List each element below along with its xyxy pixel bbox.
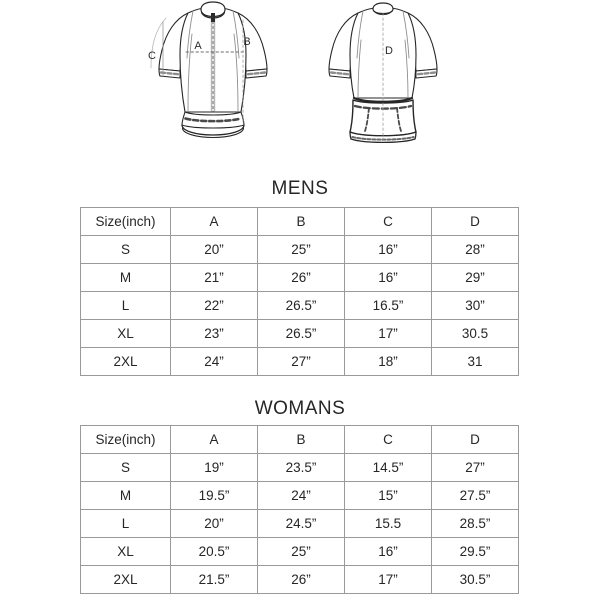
table-row: [81, 510, 519, 538]
cell-b: 26.5”: [258, 320, 345, 348]
table-row: [81, 566, 519, 594]
label-d-back: D: [385, 45, 393, 57]
cell-b: 27”: [258, 348, 345, 376]
cell-size: L: [81, 292, 171, 320]
cell-size: S: [81, 236, 171, 264]
cell-a: 20”: [171, 510, 258, 538]
cell-a: 19”: [171, 454, 258, 482]
cell-b: 26”: [258, 264, 345, 292]
label-b-front: B: [243, 36, 251, 48]
cell-d: 30”: [432, 292, 519, 320]
table-row: [81, 292, 519, 320]
cell-size: XL: [81, 320, 171, 348]
cell-c: 18”: [345, 348, 432, 376]
table-row: [81, 538, 519, 566]
cell-size: L: [81, 510, 171, 538]
table-row: [81, 482, 519, 510]
column-header-d: D: [432, 426, 519, 454]
womans-size-table: [80, 425, 519, 594]
cell-b: 26.5”: [258, 292, 345, 320]
cell-a: 24”: [171, 348, 258, 376]
cell-c: 14.5”: [345, 454, 432, 482]
cell-b: 24.5”: [258, 510, 345, 538]
column-header-d: D: [432, 208, 519, 236]
cell-b: 25”: [258, 236, 345, 264]
cell-d: 31: [432, 348, 519, 376]
cell-a: 21.5”: [171, 566, 258, 594]
cell-b: 25”: [258, 538, 345, 566]
cell-d: 29.5”: [432, 538, 519, 566]
column-header-c: C: [345, 426, 432, 454]
column-header-c: C: [345, 208, 432, 236]
cell-b: 24”: [258, 482, 345, 510]
table-row: [81, 236, 519, 264]
cell-d: 28.5”: [432, 510, 519, 538]
cell-d: 30.5: [432, 320, 519, 348]
jersey-illustrations: [0, 0, 600, 172]
cell-size: M: [81, 482, 171, 510]
table-row: [81, 264, 519, 292]
cell-a: 22”: [171, 292, 258, 320]
womans-section-title: WOMANS: [254, 398, 346, 419]
jersey-back-illustration: [303, 0, 463, 177]
cell-c: 16”: [345, 264, 432, 292]
table-header-row: [81, 208, 519, 236]
cell-size: S: [81, 454, 171, 482]
cell-d: 27.5”: [432, 482, 519, 510]
cell-c: 16”: [345, 538, 432, 566]
column-header-a: A: [171, 426, 258, 454]
label-a-front: A: [194, 40, 202, 52]
column-header-size: Size(inch): [81, 208, 171, 236]
column-header-a: A: [171, 208, 258, 236]
cell-size: 2XL: [81, 348, 171, 376]
cell-d: 30.5”: [432, 566, 519, 594]
table-row: [81, 454, 519, 482]
cell-size: M: [81, 264, 171, 292]
cell-d: 27”: [432, 454, 519, 482]
cell-a: 20.5”: [171, 538, 258, 566]
cell-c: 17”: [345, 566, 432, 594]
cell-size: 2XL: [81, 566, 171, 594]
table-row: [81, 348, 519, 376]
cell-d: 29”: [432, 264, 519, 292]
cell-size: XL: [81, 538, 171, 566]
cell-c: 15.5: [345, 510, 432, 538]
label-c-front: C: [148, 50, 156, 62]
cell-a: 21”: [171, 264, 258, 292]
cell-a: 20”: [171, 236, 258, 264]
column-header-size: Size(inch): [81, 426, 171, 454]
cell-b: 26”: [258, 566, 345, 594]
cell-a: 19.5”: [171, 482, 258, 510]
cell-c: 17”: [345, 320, 432, 348]
mens-section-title: MENS: [271, 178, 329, 199]
cell-c: 16.5”: [345, 292, 432, 320]
mens-size-table: [80, 207, 519, 376]
table-row: [81, 320, 519, 348]
column-header-b: B: [258, 208, 345, 236]
cell-c: 16”: [345, 236, 432, 264]
cell-a: 23”: [171, 320, 258, 348]
column-header-b: B: [258, 426, 345, 454]
cell-d: 28”: [432, 236, 519, 264]
table-header-row: [81, 426, 519, 454]
jersey-front-illustration: [133, 0, 293, 177]
cell-c: 15”: [345, 482, 432, 510]
cell-b: 23.5”: [258, 454, 345, 482]
